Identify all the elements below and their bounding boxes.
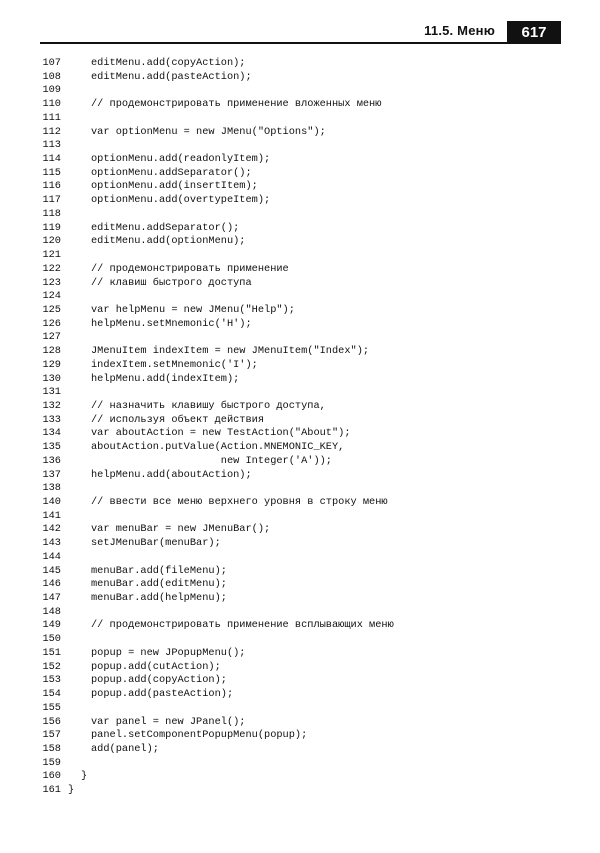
code-text: helpMenu.add(aboutAction); — [91, 468, 252, 481]
code-text: // ввести все меню верхнего уровня в строку меню — [91, 496, 388, 508]
code-line — [37, 208, 557, 222]
line-number: 146 — [42, 578, 61, 591]
code-line — [37, 633, 557, 647]
line-number: 124 — [42, 290, 61, 303]
line-number: 134 — [42, 427, 61, 440]
code-line — [37, 318, 557, 332]
line-number: 129 — [42, 358, 61, 371]
code-text: var optionMenu = new JMenu("Options"); — [91, 125, 326, 138]
line-number: 127 — [42, 331, 61, 344]
code-text: // используя объект действия — [91, 413, 265, 426]
line-number: 110 — [42, 98, 61, 111]
code-line — [37, 496, 557, 510]
line-number: 143 — [42, 537, 61, 550]
line-number: 159 — [42, 756, 61, 769]
code-line — [37, 592, 557, 606]
line-number: 138 — [42, 482, 61, 495]
code-text: editMenu.add(pasteAction); — [91, 70, 252, 83]
code-text: var menuBar = new JMenuBar(); — [91, 523, 271, 536]
line-number: 144 — [42, 550, 61, 563]
line-number: 115 — [42, 166, 61, 179]
code-text: setJMenuBar(menuBar); — [91, 537, 221, 550]
code-line — [37, 263, 557, 277]
code-line — [37, 57, 557, 71]
line-number: 107 — [42, 57, 61, 69]
code-text: add(panel); — [91, 742, 159, 755]
line-number: 116 — [42, 180, 61, 193]
line-number: 131 — [42, 386, 61, 399]
code-line — [37, 784, 557, 798]
page-header — [40, 21, 561, 43]
code-line — [37, 126, 557, 140]
code-text: optionMenu.addSeparator(); — [91, 166, 252, 179]
line-number: 145 — [42, 564, 61, 577]
line-number: 120 — [42, 235, 61, 248]
code-line — [37, 674, 557, 688]
line-number: 135 — [42, 441, 61, 454]
line-number: 125 — [42, 303, 61, 316]
line-number: 118 — [42, 207, 61, 220]
code-line — [37, 716, 557, 730]
code-line — [37, 482, 557, 496]
code-text: indexItem.setMnemonic('I'); — [91, 358, 258, 371]
code-text: editMenu.addSeparator(); — [91, 221, 240, 234]
line-number: 151 — [42, 646, 61, 659]
line-number: 133 — [42, 413, 61, 426]
line-number: 141 — [42, 509, 61, 522]
code-text: editMenu.add(optionMenu); — [91, 235, 246, 248]
code-text: var helpMenu = new JMenu("Help"); — [91, 303, 295, 316]
code-line — [37, 304, 557, 318]
line-number: 137 — [42, 468, 61, 481]
page-number: 617 — [507, 21, 561, 44]
code-line — [37, 71, 557, 85]
code-text: menuBar.add(helpMenu); — [91, 592, 227, 605]
line-number: 155 — [42, 701, 61, 714]
code-line — [37, 98, 557, 112]
section-title: 11.5. Меню — [424, 23, 495, 38]
line-number: 108 — [42, 70, 61, 83]
line-number: 156 — [42, 715, 61, 728]
code-text: menuBar.add(fileMenu); — [91, 564, 227, 577]
code-text: JMenuItem indexItem = new JMenuItem("Index"); — [91, 345, 370, 358]
line-number: 158 — [42, 742, 61, 755]
code-line — [37, 84, 557, 98]
line-number: 109 — [42, 84, 61, 97]
code-line — [37, 331, 557, 345]
code-text: // продемонстрировать применение — [91, 262, 289, 275]
code-text: } — [81, 770, 88, 783]
code-text: menuBar.add(editMenu); — [91, 578, 227, 591]
code-line — [37, 139, 557, 153]
line-number: 114 — [42, 153, 61, 166]
code-line — [37, 510, 557, 524]
line-number: 122 — [42, 262, 61, 275]
code-text: popup.add(cutAction); — [91, 660, 221, 673]
line-number: 160 — [42, 770, 61, 783]
line-number: 111 — [42, 111, 61, 124]
code-line — [37, 277, 557, 291]
code-text: } — [68, 784, 75, 797]
code-line — [37, 194, 557, 208]
line-number: 136 — [42, 454, 61, 467]
code-line — [37, 359, 557, 373]
code-text: helpMenu.setMnemonic('H'); — [91, 317, 252, 330]
line-number: 126 — [42, 317, 61, 330]
code-text: var panel = new JPanel(); — [91, 715, 246, 728]
line-number: 121 — [42, 249, 61, 262]
code-line — [37, 400, 557, 414]
code-text: new Integer('A')); — [91, 454, 332, 467]
line-number: 130 — [42, 372, 61, 385]
line-number: 152 — [42, 660, 61, 673]
code-line — [37, 249, 557, 263]
code-line — [37, 578, 557, 592]
code-text: editMenu.add(copyAction); — [91, 57, 246, 69]
code-line — [37, 565, 557, 579]
code-line — [37, 455, 557, 469]
code-line — [37, 222, 557, 236]
code-line — [37, 469, 557, 483]
code-line — [37, 441, 557, 455]
code-text: // продемонстрировать применение всплывающих меню — [91, 619, 394, 632]
code-line — [37, 647, 557, 661]
code-text: // продемонстрировать применение вложенных меню — [91, 98, 382, 111]
code-line — [37, 661, 557, 675]
code-line — [37, 743, 557, 757]
code-text: optionMenu.add(overtypeItem); — [91, 194, 271, 207]
line-number: 154 — [42, 688, 61, 701]
line-number: 117 — [42, 194, 61, 207]
line-number: 132 — [42, 399, 61, 412]
code-text: optionMenu.add(readonlyItem); — [91, 153, 271, 166]
code-line — [37, 235, 557, 249]
code-line — [37, 770, 557, 784]
code-text: popup.add(copyAction); — [91, 674, 227, 687]
code-line — [37, 729, 557, 743]
code-line — [37, 537, 557, 551]
code-line — [37, 688, 557, 702]
code-text: // назначить клавишу быстрого доступа, — [91, 399, 326, 412]
code-text: optionMenu.add(insertItem); — [91, 180, 258, 193]
code-text: // клавиш быстрого доступа — [91, 276, 252, 289]
code-text: var aboutAction = new TestAction("About"); — [91, 427, 351, 440]
line-number: 150 — [42, 633, 61, 646]
code-line — [37, 373, 557, 387]
code-text: panel.setComponentPopupMenu(popup); — [91, 729, 308, 742]
code-line — [37, 153, 557, 167]
line-number: 147 — [42, 592, 61, 605]
line-number: 140 — [42, 496, 61, 508]
code-line — [37, 427, 557, 441]
line-number: 142 — [42, 523, 61, 536]
code-line — [37, 757, 557, 771]
code-line — [37, 167, 557, 181]
code-line — [37, 414, 557, 428]
code-line — [37, 551, 557, 565]
code-line — [37, 606, 557, 620]
line-number: 161 — [42, 784, 61, 797]
code-listing — [37, 57, 557, 798]
header-rule — [40, 42, 561, 44]
line-number: 113 — [42, 139, 61, 152]
line-number: 112 — [42, 125, 61, 138]
code-text: helpMenu.add(indexItem); — [91, 372, 240, 385]
line-number: 153 — [42, 674, 61, 687]
code-text: aboutAction.putValue(Action.MNEMONIC_KEY, — [91, 441, 345, 454]
line-number: 128 — [42, 345, 61, 358]
line-number: 149 — [42, 619, 61, 632]
line-number: 123 — [42, 276, 61, 289]
code-line — [37, 180, 557, 194]
code-line — [37, 619, 557, 633]
code-line — [37, 112, 557, 126]
code-line — [37, 290, 557, 304]
code-line — [37, 523, 557, 537]
line-number: 119 — [42, 221, 61, 234]
line-number: 157 — [42, 729, 61, 742]
code-line — [37, 345, 557, 359]
code-text: popup.add(pasteAction); — [91, 688, 234, 701]
code-text: popup = new JPopupMenu(); — [91, 646, 246, 659]
line-number: 148 — [42, 605, 61, 618]
code-line — [37, 702, 557, 716]
code-line — [37, 386, 557, 400]
